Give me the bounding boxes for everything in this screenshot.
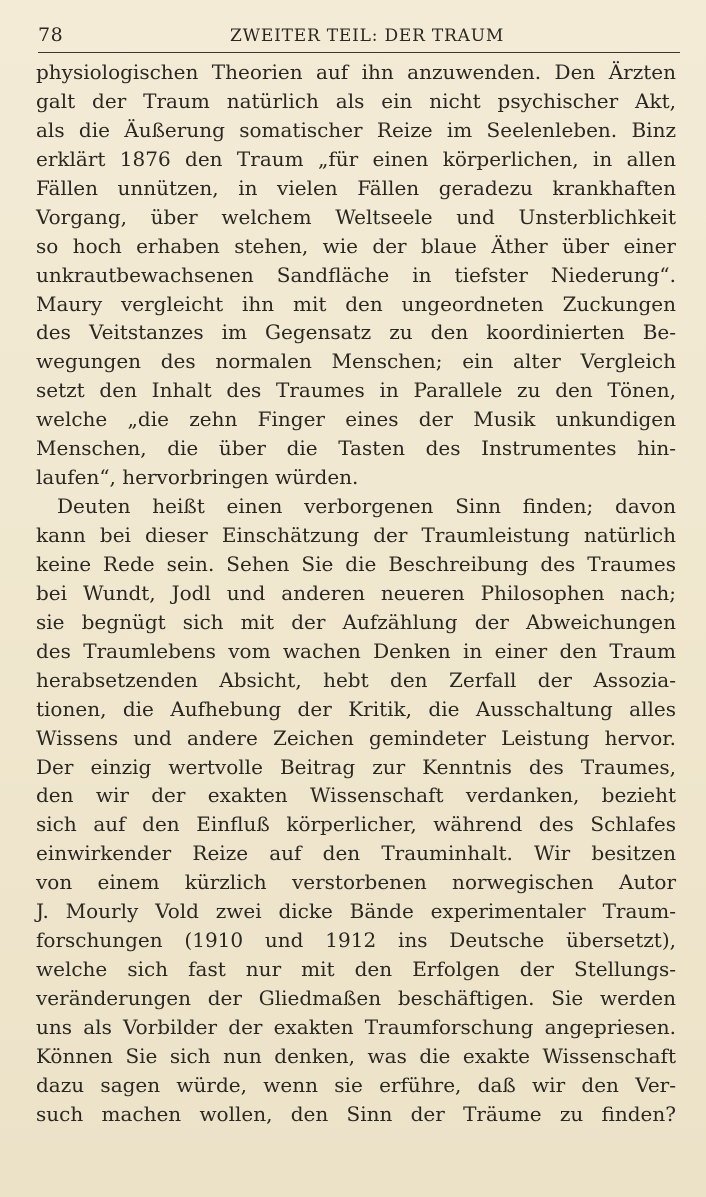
text-line: Menschen, die über die Tasten des Instrumentes hin- [36,436,676,461]
text-line: des Traumlebens vom wachen Denken in einer den Traum [36,638,676,663]
text-line: Der einzig wertvolle Beitrag zur Kenntnis des Traumes, [36,754,676,779]
text-line: Fällen unnützen, in vielen Fällen geradezu krankhaften [36,175,676,200]
page-number: 78 [38,24,64,46]
text-line: galt der Traum natürlich als ein nicht psychischer Akt, [36,88,676,113]
text-line: Können Sie sich nun denken, was die exakte Wissenschaft [36,1043,676,1068]
text-line: physiologischen Theorien auf ihn anzuwenden. Den Ärzten [36,60,676,84]
text-line: des Veitstanzes im Gegensatz zu den koordinierten Be- [36,320,676,345]
text-line: einwirkender Reize auf den Trauminhalt. Wir besitzen [36,841,676,866]
text-line: such machen wollen, den Sinn der Träume zu finden? [36,1101,676,1126]
text-line: kann bei dieser Einschätzung der Traumleistung natürlich [36,523,676,547]
text-line: Wissens und andere Zeichen gemindeter Leistung hervor. [36,725,676,750]
text-line: veränderungen der Gliedmaßen beschäftigen. Sie werden [36,986,676,1010]
text-line: so hoch erhaben stehen, wie der blaue Äther über einer [36,233,676,258]
text-line: tionen, die Aufhebung der Kritik, die Ausschaltung alles [36,696,676,721]
text-line: keine Rede sein. Sehen Sie die Beschreibung des Traumes [36,551,676,576]
text-line: bei Wundt, Jodl und anderen neueren Philosophen nach; [36,580,676,605]
text-line: setzt den Inhalt des Traumes in Parallele zu den Tönen, [36,378,676,403]
text-line: welche „die zehn Finger eines der Musik unkundigen [36,407,676,432]
text-line: J. Mourly Vold zwei dicke Bände experimentaler Traum- [36,899,676,924]
text-line: dazu sagen würde, wenn sie erführe, daß wir den Ver- [36,1072,676,1097]
text-line: laufen“, hervorbringen würden. [36,465,359,490]
header-rule [38,52,680,53]
body-text [36,58,676,1129]
text-line: Maury vergleicht ihn mit den ungeordneten Zuckungen [36,291,676,316]
text-line: Vorgang, über welchem Weltseele und Unsterblichkeit [36,204,676,229]
text-line: herabsetzenden Absicht, hebt den Zerfall der Assozia- [36,667,676,692]
text-line: sie begnügt sich mit der Aufzählung der Abweichungen [36,609,676,634]
page-header [38,22,678,50]
text-line: als die Äußerung somatischer Reize im Seelenleben. Binz [36,117,676,142]
text-line: sich auf den Einfluß körperlicher, während des Schlafes [36,812,676,837]
paragraph-first-line: Deuten heißt einen verborgenen Sinn finden; davon [57,494,676,519]
text-line: den wir der exakten Wissenschaft verdanken, bezieht [36,783,676,808]
text-line: wegungen des normalen Menschen; ein alter Vergleich [36,349,676,374]
text-line: erklärt 1876 den Traum „für einen körperlichen, in allen [36,146,676,171]
running-head: ZWEITER TEIL: DER TRAUM [230,26,505,46]
text-line: von einem kürzlich verstorbenen norwegischen Autor [36,870,676,895]
text-line: uns als Vorbilder der exakten Traumforschung angepriesen. [36,1014,676,1039]
text-line: welche sich fast nur mit den Erfolgen der Stellungs- [36,957,676,982]
text-line: unkrautbewachsenen Sandfläche in tiefster Niederung“. [36,262,676,287]
text-line: forschungen (1910 und 1912 ins Deutsche übersetzt), [36,928,676,953]
